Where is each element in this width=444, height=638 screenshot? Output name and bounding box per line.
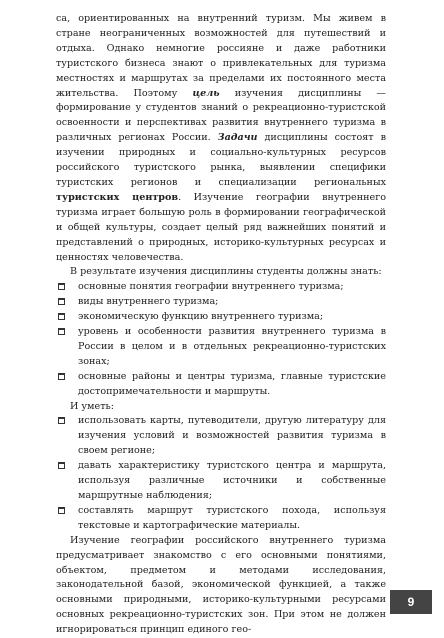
list-item: основные понятия географии внутреннего туризма;	[56, 280, 386, 295]
checkbox-bullet-icon	[58, 462, 65, 469]
page-number-badge: 9	[390, 590, 432, 614]
goal-term: цель	[192, 87, 220, 99]
checkbox-bullet-icon	[58, 313, 65, 320]
able-list	[56, 414, 386, 533]
checkbox-bullet-icon	[58, 507, 65, 514]
checkbox-bullet-icon	[58, 328, 65, 335]
body-text	[56, 12, 386, 638]
intro-text-3: дисциплины состоят в изучении природных и социально-культурных ресурсов российского туристского рынка, выявлении специфики туристских регионов и специализации региональных	[56, 132, 386, 188]
list-item: виды внутреннего туризма;	[56, 295, 386, 310]
know-list	[56, 280, 386, 399]
checkbox-bullet-icon	[58, 283, 65, 290]
intro-text-2: изучения дисциплины — формирование у студентов знаний о рекреационно-туристской освоенности и перспективах развития внутреннего туризма в различных регионах России.	[56, 87, 387, 144]
able-lead: И уметь:	[70, 400, 114, 412]
final-paragraph: Изучение географии российского внутреннего туризма предусматривает знакомство с его основными понятиями, объектом, предметом и методами исследования, законодательной базой, экономической функцией, а также основными природными, историко-культурными ресурсами основных рекреационно-туристских зон. При этом не должен игнорироваться принцип единого гео-	[56, 534, 386, 636]
intro-text-1: са, ориентированных на внутренний туризм. Мы живем в стране неограниченных возможностей для путешествий и отдыха. Однако немногие россияне и даже работники туристского бизнеса знают о привлекательных для туризма местностях и маршрутах за пределами их постоянного места жительства. Поэтому	[56, 13, 386, 99]
list-item: основные районы и центры туризма, главные туристские достопримечательности и маршруты.	[56, 370, 386, 400]
tasks-term: Задачи	[217, 132, 258, 144]
list-item: использовать карты, путеводители, другую литературу для изучения условий и возможностей развития туризма в своем регионе;	[56, 414, 386, 459]
list-item: давать характеристику туристского центра и маршрута, используя различные источники и собственные маршрутные наблюдения;	[56, 459, 386, 504]
list-item: составлять маршрут туристского похода, используя текстовые и картографические материалы.	[56, 504, 386, 534]
checkbox-bullet-icon	[58, 373, 65, 380]
intro-paragraph	[56, 12, 386, 265]
intro-text-4: . Изучение географии внутреннего туризма играет большую роль в формировании географической и общей культуры, создает целый ряд важнейших понятий и представлений о природных, историко-культурных ресурсах и ценностях человечества.	[56, 191, 386, 263]
know-lead: В результате изучения дисциплины студенты должны знать:	[70, 266, 382, 278]
checkbox-bullet-icon	[58, 417, 65, 424]
centers-term: туристских центров	[56, 191, 179, 203]
checkbox-bullet-icon	[58, 298, 65, 305]
list-item: экономическую функцию внутреннего туризма;	[56, 310, 386, 325]
list-item: уровень и особенности развития внутреннего туризма в России в целом и в отдельных рекреационно-туристских зонах;	[56, 325, 386, 370]
